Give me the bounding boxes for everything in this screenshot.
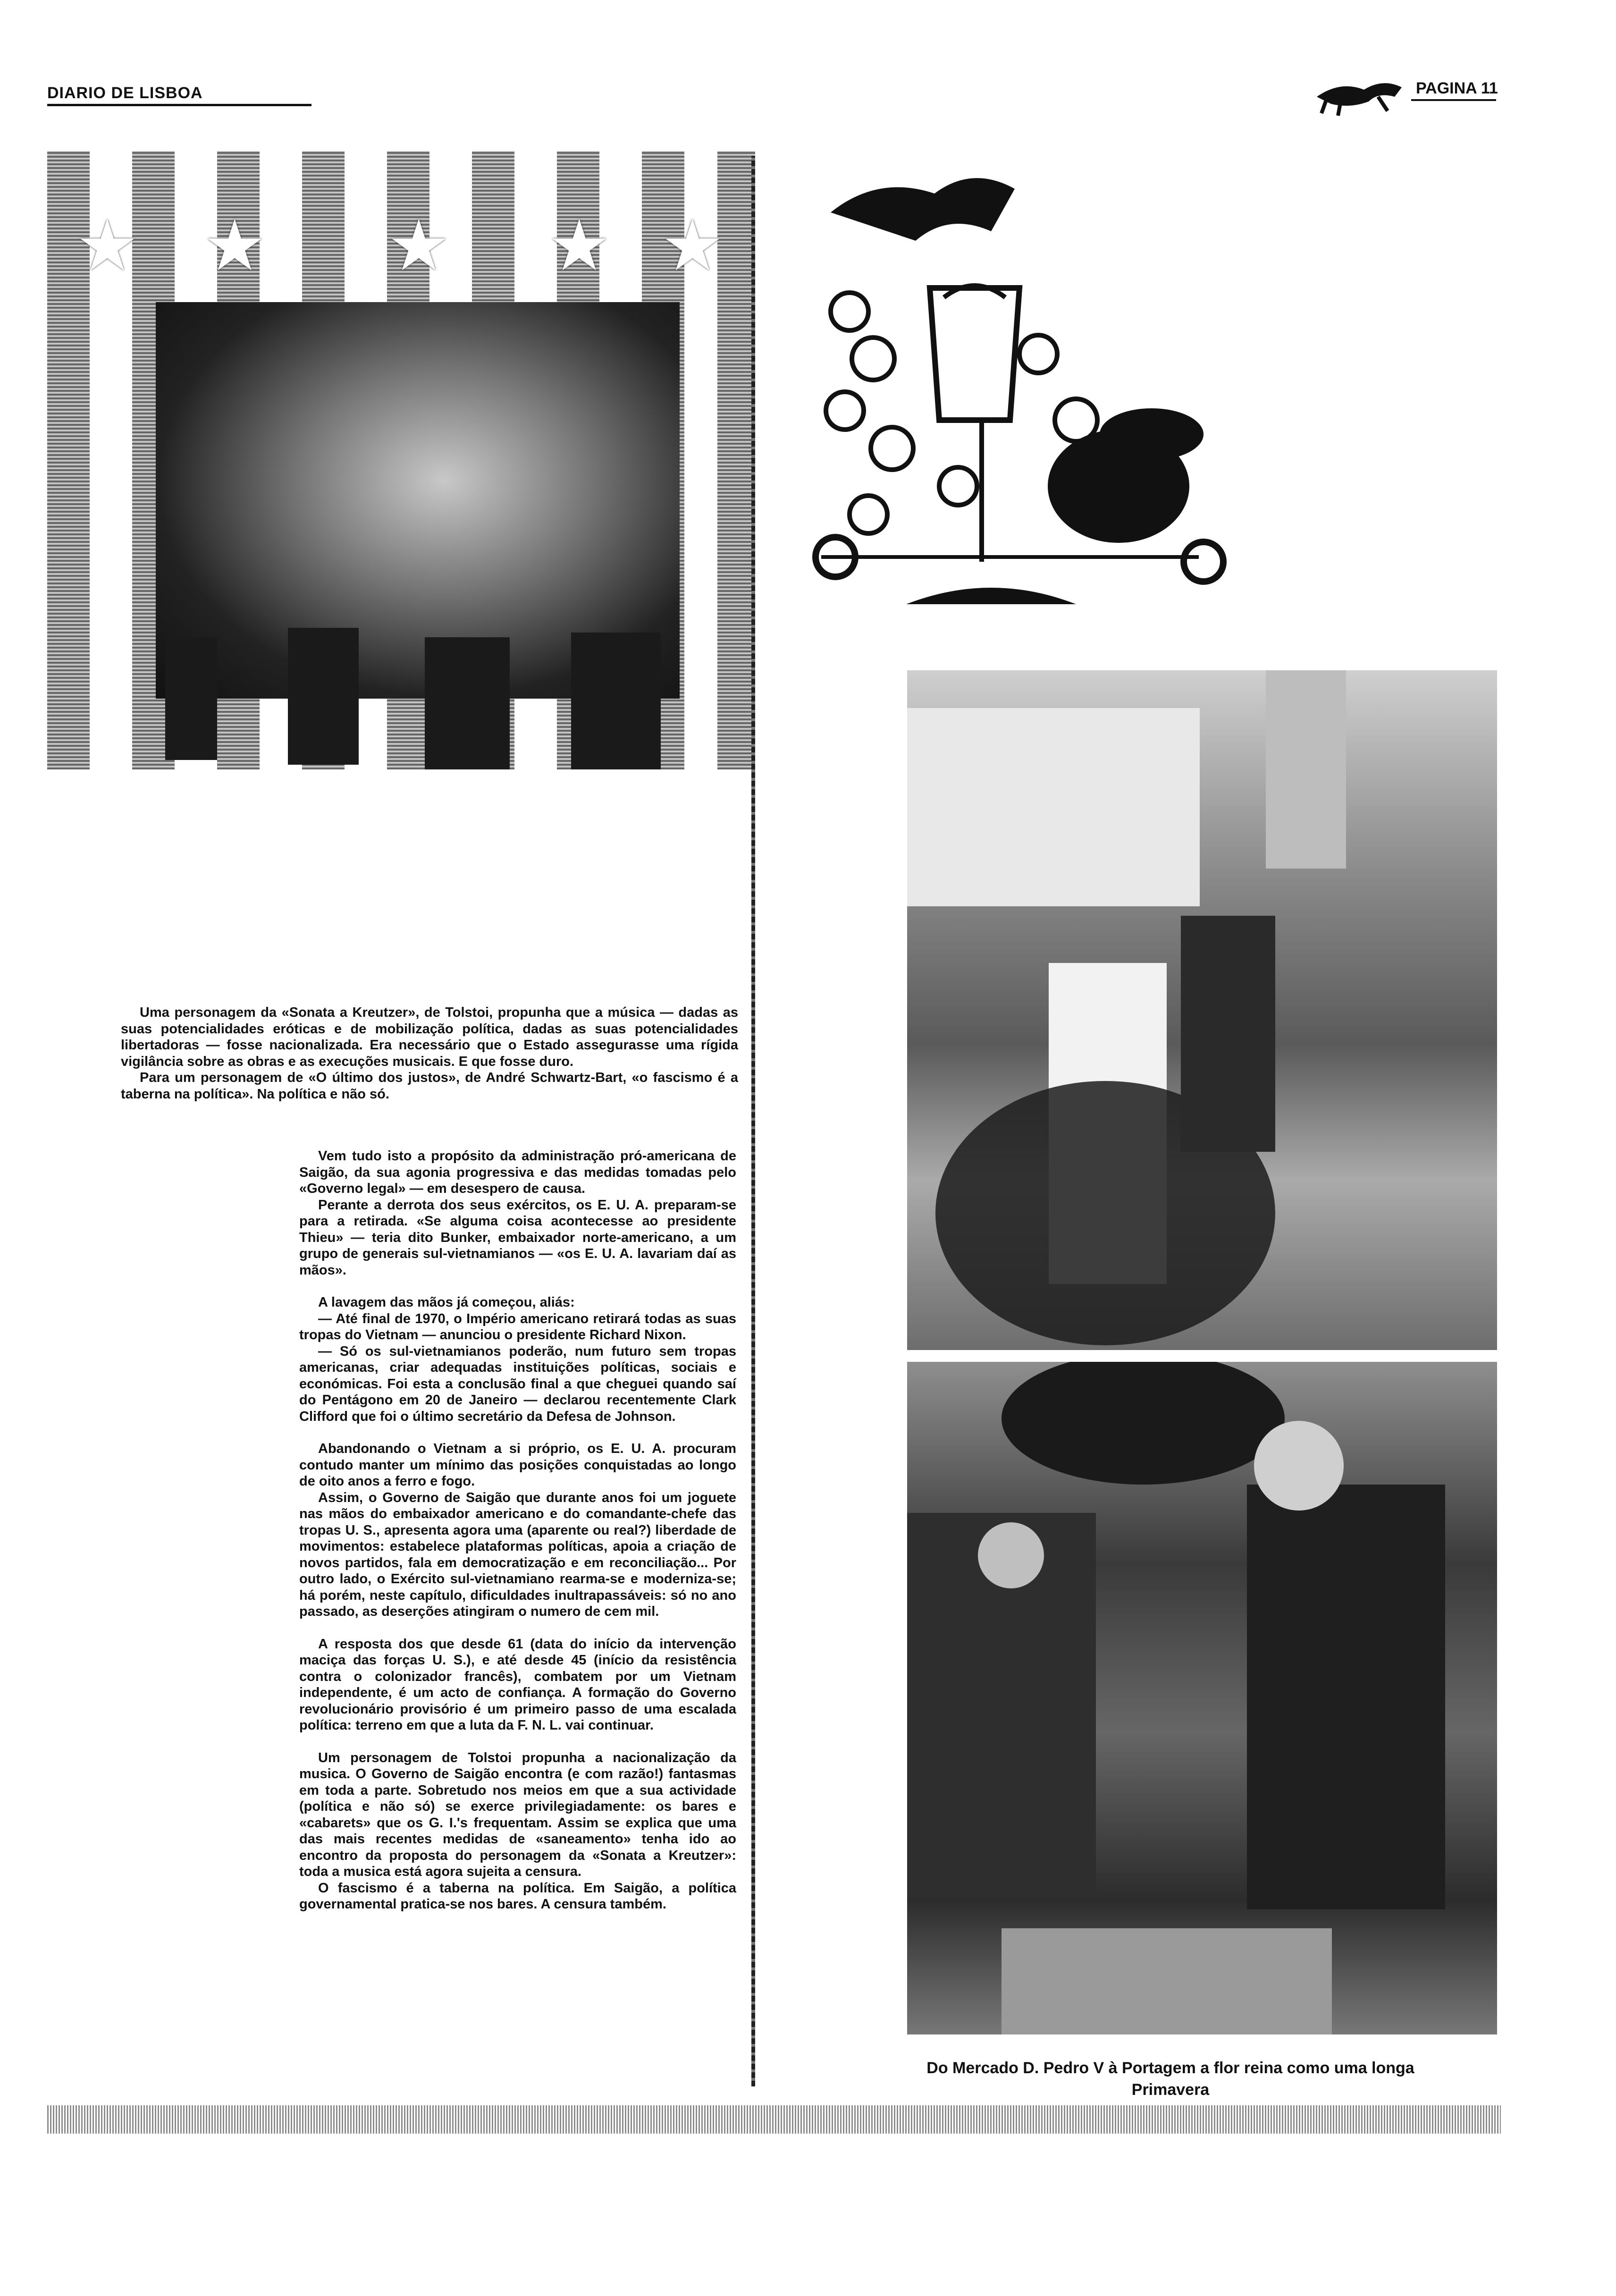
body-paragraph: A resposta dos que desde 61 (data do início da intervenção maciça das forças U. S.), e até desde 45 (início da resistência contra o colonizador francês), combatem por um Vietnam independente, é um acto de confiança. A formação do Governo revolucionário provisório é um primeiro passo de uma escalada política: terreno em que a luta da F. N. L. vai continuar.	[299, 1636, 736, 1733]
body-paragraph: Vem tudo isto a propósito da administração pró-americana de Saigão, da sua agonia progressiva e das medidas tomadas pelo «Governo legal» — em desespero de causa.	[299, 1148, 736, 1196]
photo-caption	[802, 2057, 1539, 2101]
collage-photo-woman	[47, 151, 755, 769]
cartoon-illustration	[793, 156, 1237, 628]
photo-flower-crowd	[907, 1362, 1497, 2034]
body-paragraph: — Até final de 1970, o Império americano retirará todas as suas tropas do Vietnam — anunciou o presidente Richard Nixon.	[299, 1311, 736, 1342]
star-icon: ★	[76, 206, 139, 285]
star-icon: ★	[203, 206, 267, 285]
page-number-rule	[1411, 99, 1496, 101]
photo-flower-stall-street	[907, 670, 1497, 1350]
article-body	[299, 1148, 736, 1913]
page-number: PAGINA 11	[1416, 79, 1498, 97]
star-icon: ★	[387, 206, 451, 285]
header-rule	[47, 104, 311, 106]
column-divider	[751, 156, 755, 2086]
caption-line: Primavera	[1131, 2081, 1210, 2099]
body-paragraph: O fascismo é a taberna na política. Em Saigão, a política governamental pratica-se nos bares. A censura também.	[299, 1880, 736, 1912]
newspaper-emblem-icon	[1312, 71, 1406, 118]
caption-line: Do Mercado D. Pedro V à Portagem a flor reina como uma longa	[926, 2059, 1414, 2077]
body-paragraph: Assim, o Governo de Saigão que durante anos foi um joguete nas mãos do embaixador americano e do comandante-chefe das tropas U. S., apresenta agora uma (aparente ou real?) liberdade de movimentos: estabelece plataformas políticas, apoia a criação de novos partidos, fala em democratização e em reconciliação... Por outro lado, o Exército sul-vietnamiano rearma-se e moderniza-se; há porém, neste capítulo, dificuldades inultrapassáveis: só no ano passado, as deserções atingiram o numero de cem mil.	[299, 1490, 736, 1619]
intro-paragraph: Uma personagem da «Sonata a Kreutzer», de Tolstoi, propunha que a música — dadas as suas potencialidades eróticas e de mobilização política, dadas as suas potencialidades libertadoras — fosse nacionalizada. Era necessário que o Estado assegurasse uma rígida vigilância sobre as obras e as execuções musicais. E que fosse duro.	[121, 1005, 738, 1069]
body-paragraph: Um personagem de Tolstoi propunha a nacionalização da musica. O Governo de Saigão encontra (e com razão!) fantasmas em toda a parte. Sobretudo nos meios em que a sua actividade (política e não só) se exerce privilegiadamente: os bares e «cabarets» que os G. I.'s frequentam. Assim se explica que uma das mais recentes medidas de «saneamento» tenha ido ao encontro da proposta do personagem da «Sonata a Kreutzer»: toda a musica está agora sujeita a censura.	[299, 1750, 736, 1879]
footer-halftone-band	[47, 2105, 1501, 2134]
body-paragraph: Abandonando o Vietnam a si próprio, os E. U. A. procuram contudo manter um mínimo das posições conquistadas ao longo de oito anos a ferro e fogo.	[299, 1441, 736, 1489]
intro-paragraph: Para um personagem de «O último dos justos», de André Schwartz-Bart, «o fascismo é a taberna na política». Na política e não só.	[121, 1070, 738, 1102]
star-icon: ★	[547, 206, 611, 285]
body-paragraph: — Só os sul-vietnamianos poderão, num futuro sem tropas americanas, criar adequadas instituições políticas, sociais e económicas. Foi esta a conclusão final a que cheguei quando saí do Pentágono em 20 de Janeiro — declarou recentemente Clark Clifford que foi o último secretário da Defesa de Johnson.	[299, 1343, 736, 1424]
body-paragraph: A lavagem das mãos já começou, aliás:	[318, 1295, 575, 1310]
article-intro	[121, 1004, 738, 1102]
body-paragraph: Perante a derrota dos seus exércitos, os E. U. A. preparam-se para a retirada. «Se alguma coisa acontecesse ao presidente Thieu» — teria dito Bunker, embaixador norte-americano, a um grupo de generais sul-vietnamianos — «os E. U. A. lavariam daí as mãos».	[299, 1197, 736, 1278]
star-icon: ★	[661, 206, 724, 285]
newspaper-title: DIARIO DE LISBOA	[47, 84, 203, 102]
